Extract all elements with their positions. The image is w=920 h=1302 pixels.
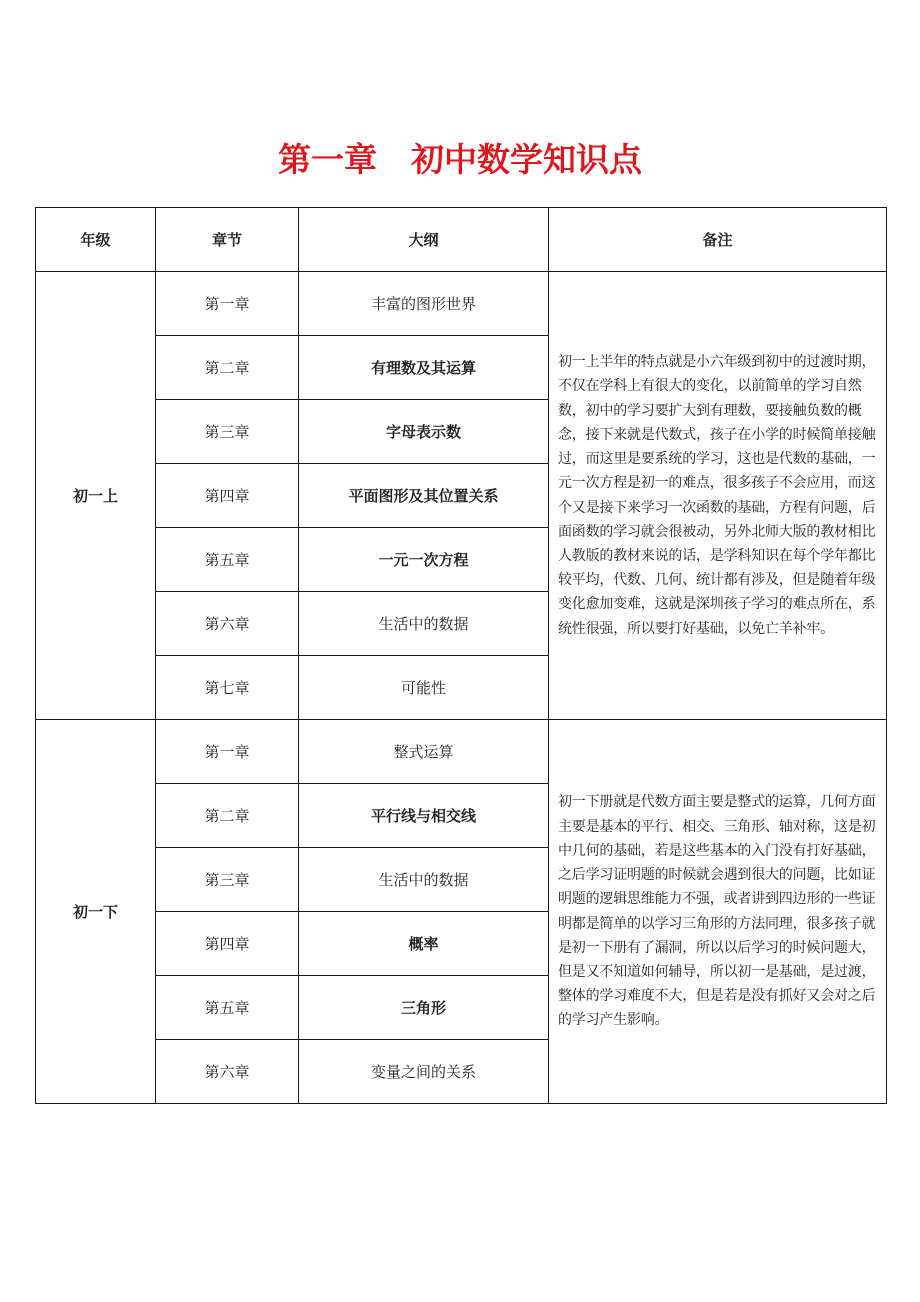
chapter-cell: 第二章 — [156, 336, 299, 400]
topic-cell: 丰富的图形世界 — [299, 272, 549, 336]
chapter-cell: 第三章 — [156, 848, 299, 912]
chapter-cell: 第三章 — [156, 400, 299, 464]
header-grade: 年级 — [36, 208, 156, 272]
topic-cell: 可能性 — [299, 656, 549, 720]
header-outline: 大纲 — [299, 208, 549, 272]
topic-cell: 平面图形及其位置关系 — [299, 464, 549, 528]
topic-cell: 概率 — [299, 912, 549, 976]
topic-cell: 整式运算 — [299, 720, 549, 784]
chapter-cell: 第一章 — [156, 720, 299, 784]
note-cell: 初一上半年的特点就是小六年级到初中的过渡时期，不仅在学科上有很大的变化，以前简单的学习自然数，初中的学习要扩大到有理数，要接触负数的概念，接下来就是代数式，孩子在小学的时候简单接触过，而这里是要系统的学习，这也是代数的基础，一元一次方程是初一的难点，很多孩子不会应用，而这个又是接下来学习一次函数的基础，方程有问题，后面函数的学习就会很被动，另外北师大版的教材相比人教版的教材来说的话，是学科知识在每个学年都比较平均，代数、几何、统计都有涉及，但是随着年级变化愈加变难，这就是深圳孩子学习的难点所在，系统性很强，所以要打好基础，以免亡羊补牢。 — [549, 272, 887, 720]
title-subject: 初中数学知识点 — [411, 140, 642, 179]
topic-cell: 生活中的数据 — [299, 848, 549, 912]
curriculum-table — [35, 207, 887, 1104]
topic-cell: 三角形 — [299, 976, 549, 1040]
topic-cell: 变量之间的关系 — [299, 1040, 549, 1104]
chapter-cell: 第六章 — [156, 1040, 299, 1104]
topic-cell: 有理数及其运算 — [299, 336, 549, 400]
chapter-cell: 第四章 — [156, 464, 299, 528]
topic-cell: 一元一次方程 — [299, 528, 549, 592]
chapter-cell: 第五章 — [156, 528, 299, 592]
chapter-cell: 第四章 — [156, 912, 299, 976]
header-row — [36, 208, 887, 272]
page-title — [0, 136, 920, 184]
grade-cell: 初一下 — [36, 720, 156, 1104]
topic-cell: 字母表示数 — [299, 400, 549, 464]
chapter-cell: 第二章 — [156, 784, 299, 848]
grade-cell: 初一上 — [36, 272, 156, 720]
topic-cell: 生活中的数据 — [299, 592, 549, 656]
table-row — [36, 272, 887, 336]
chapter-cell: 第五章 — [156, 976, 299, 1040]
chapter-cell: 第七章 — [156, 656, 299, 720]
note-cell: 初一下册就是代数方面主要是整式的运算，几何方面主要是基本的平行、相交、三角形、轴对称，这是初中几何的基础，若是这些基本的入门没有打好基础，之后学习证明题的时候就会遇到很大的问题，比如证明题的逻辑思维能力不强，或者讲到四边形的一些证明都是简单的以学习三角形的方法同理，很多孩子就是初一下册有了漏洞，所以以后学习的时候问题大，但是又不知道如何辅导，所以初一是基础，是过渡，整体的学习难度不大，但是若是没有抓好又会对之后的学习产生影响。 — [549, 720, 887, 1104]
topic-cell: 平行线与相交线 — [299, 784, 549, 848]
title-chapter: 第一章 — [278, 140, 377, 179]
table-row — [36, 720, 887, 784]
header-chapter: 章节 — [156, 208, 299, 272]
chapter-cell: 第一章 — [156, 272, 299, 336]
header-notes: 备注 — [549, 208, 887, 272]
chapter-cell: 第六章 — [156, 592, 299, 656]
